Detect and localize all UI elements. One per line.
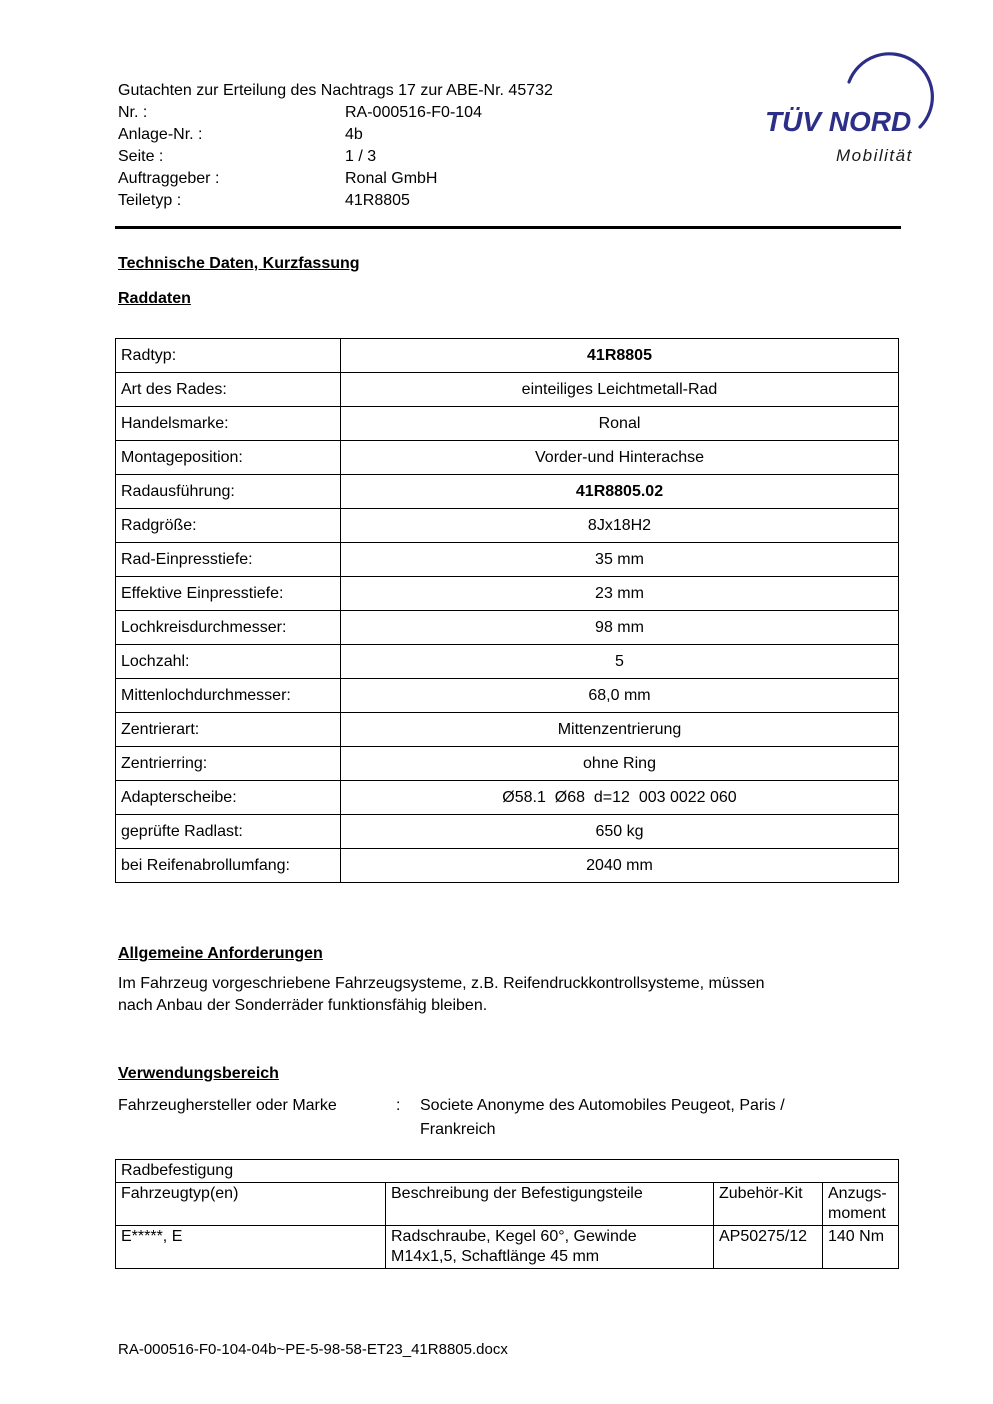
table-row <box>116 373 899 407</box>
document-title: Gutachten zur Erteilung des Nachtrags 17 zur ABE-Nr. 45732 <box>118 82 553 99</box>
row-label: Radgröße: <box>116 509 341 543</box>
row-label: Effektive Einpresstiefe: <box>116 577 341 611</box>
footer-filename: RA-000516-F0-104-04b~PE-5-98-58-ET23_41R8805.docx <box>118 1341 508 1358</box>
row-label: geprüfte Radlast: <box>116 815 341 849</box>
header-field-value: 1 / 3 <box>345 148 377 165</box>
table-row <box>116 679 899 713</box>
row-value: Ø58.1 Ø68 d=12 003 0022 060 <box>341 781 899 815</box>
row-value: 41R8805 <box>341 339 899 373</box>
row-value: Vorder-und Hinterachse <box>341 441 899 475</box>
row-label: Mittenlochdurchmesser: <box>116 679 341 713</box>
allgemeine-anforderungen-paragraph <box>115 973 901 1017</box>
table-row <box>116 475 899 509</box>
table-row <box>116 441 899 475</box>
row-value: 68,0 mm <box>341 679 899 713</box>
row-value: 8Jx18H2 <box>341 509 899 543</box>
row-value: 650 kg <box>341 815 899 849</box>
header-field-value: 4b <box>345 126 363 143</box>
row-value: 2040 mm <box>341 849 899 883</box>
table-row <box>116 407 899 441</box>
table-row <box>116 1226 899 1269</box>
column-header-beschreibung: Beschreibung der Befestigungsteile <box>386 1183 714 1226</box>
table-row <box>116 339 899 373</box>
row-label: Rad-Einpresstiefe: <box>116 543 341 577</box>
row-label: Zentrierring: <box>116 747 341 781</box>
row-value: einteiliges Leichtmetall-Rad <box>341 373 899 407</box>
section-heading-raddaten: Raddaten <box>118 290 191 307</box>
column-header-zubehoer-kit: Zubehör-Kit <box>714 1183 823 1226</box>
row-label: Handelsmarke: <box>116 407 341 441</box>
table-row <box>116 815 899 849</box>
section-heading-verwendungsbereich: Verwendungsbereich <box>118 1065 279 1082</box>
radbefestigung-title: Radbefestigung <box>116 1160 899 1183</box>
header-field-label: Anlage-Nr. : <box>118 126 203 143</box>
table-row <box>116 509 899 543</box>
table-row <box>116 577 899 611</box>
table-row <box>116 849 899 883</box>
section-heading-technische-daten: Technische Daten, Kurzfassung <box>118 255 360 272</box>
table-row <box>116 645 899 679</box>
table-row <box>116 543 899 577</box>
header-field-row <box>115 168 901 190</box>
table-row <box>116 713 899 747</box>
hersteller-value-line: Frankreich <box>420 1121 496 1138</box>
table-row <box>116 747 899 781</box>
table-title-row <box>116 1160 899 1183</box>
cell-anzugsmoment: 140 Nm <box>823 1226 899 1269</box>
header-field-row <box>115 190 901 212</box>
header-divider <box>115 226 901 229</box>
cell-beschreibung-line: Radschraube, Kegel 60°, Gewinde <box>391 1228 637 1245</box>
row-value: 98 mm <box>341 611 899 645</box>
cell-beschreibung-line: M14x1,5, Schaftlänge 45 mm <box>391 1248 600 1265</box>
header-field-value: 41R8805 <box>345 192 410 209</box>
raddaten-table <box>115 338 899 883</box>
row-value: 5 <box>341 645 899 679</box>
row-label: Adapterscheibe: <box>116 781 341 815</box>
row-value: Ronal <box>341 407 899 441</box>
hersteller-row <box>115 1094 901 1142</box>
header-field-label: Nr. : <box>118 104 148 121</box>
header-field-label: Teiletyp : <box>118 192 182 209</box>
row-value: ohne Ring <box>341 747 899 781</box>
logo-tagline-text: Mobilität <box>836 146 913 165</box>
column-header-anzugsmoment: Anzugs-moment <box>823 1183 899 1226</box>
cell-zubehoer-kit: AP50275/12 <box>714 1226 823 1269</box>
row-label: bei Reifenabrollumfang: <box>116 849 341 883</box>
table-row <box>116 611 899 645</box>
hersteller-value <box>420 1094 785 1142</box>
hersteller-value-line: Societe Anonyme des Automobiles Peugeot, Paris / <box>420 1097 785 1114</box>
header-field-row <box>115 102 901 124</box>
section-heading-allgemeine-anforderungen: Allgemeine Anforderungen <box>118 945 323 962</box>
header-field-label: Auftraggeber : <box>118 170 220 187</box>
paragraph-line: Im Fahrzeug vorgeschriebene Fahrzeugsysteme, z.B. Reifendruckkontrollsysteme, müssen <box>118 975 765 992</box>
row-label: Art des Rades: <box>116 373 341 407</box>
radbefestigung-table <box>115 1159 899 1269</box>
header-field-row <box>115 146 901 168</box>
row-label: Montageposition: <box>116 441 341 475</box>
row-value: 35 mm <box>341 543 899 577</box>
hersteller-separator: : <box>396 1097 401 1114</box>
column-header-fahrzeugtyp: Fahrzeugtyp(en) <box>116 1183 386 1226</box>
table-row <box>116 781 899 815</box>
row-label: Zentrierart: <box>116 713 341 747</box>
cell-beschreibung <box>386 1226 714 1269</box>
logo-brand-text: TÜV NORD <box>765 106 912 137</box>
header-field-label: Seite : <box>118 148 164 165</box>
header-field-value: Ronal GmbH <box>345 170 438 187</box>
table-header-row <box>116 1183 899 1226</box>
header-field-value: RA-000516-F0-104 <box>345 104 482 121</box>
header-field-row <box>115 124 901 146</box>
hersteller-label: Fahrzeughersteller oder Marke <box>118 1097 337 1114</box>
row-value: Mittenzentrierung <box>341 713 899 747</box>
cell-fahrzeugtyp: E*****, E <box>116 1226 386 1269</box>
row-value: 41R8805.02 <box>341 475 899 509</box>
row-label: Lochzahl: <box>116 645 341 679</box>
row-label: Lochkreisdurchmesser: <box>116 611 341 645</box>
document-content <box>115 80 901 1269</box>
row-label: Radausführung: <box>116 475 341 509</box>
row-label: Radtyp: <box>116 339 341 373</box>
row-value: 23 mm <box>341 577 899 611</box>
paragraph-line: nach Anbau der Sonderräder funktionsfähig bleiben. <box>118 997 488 1014</box>
